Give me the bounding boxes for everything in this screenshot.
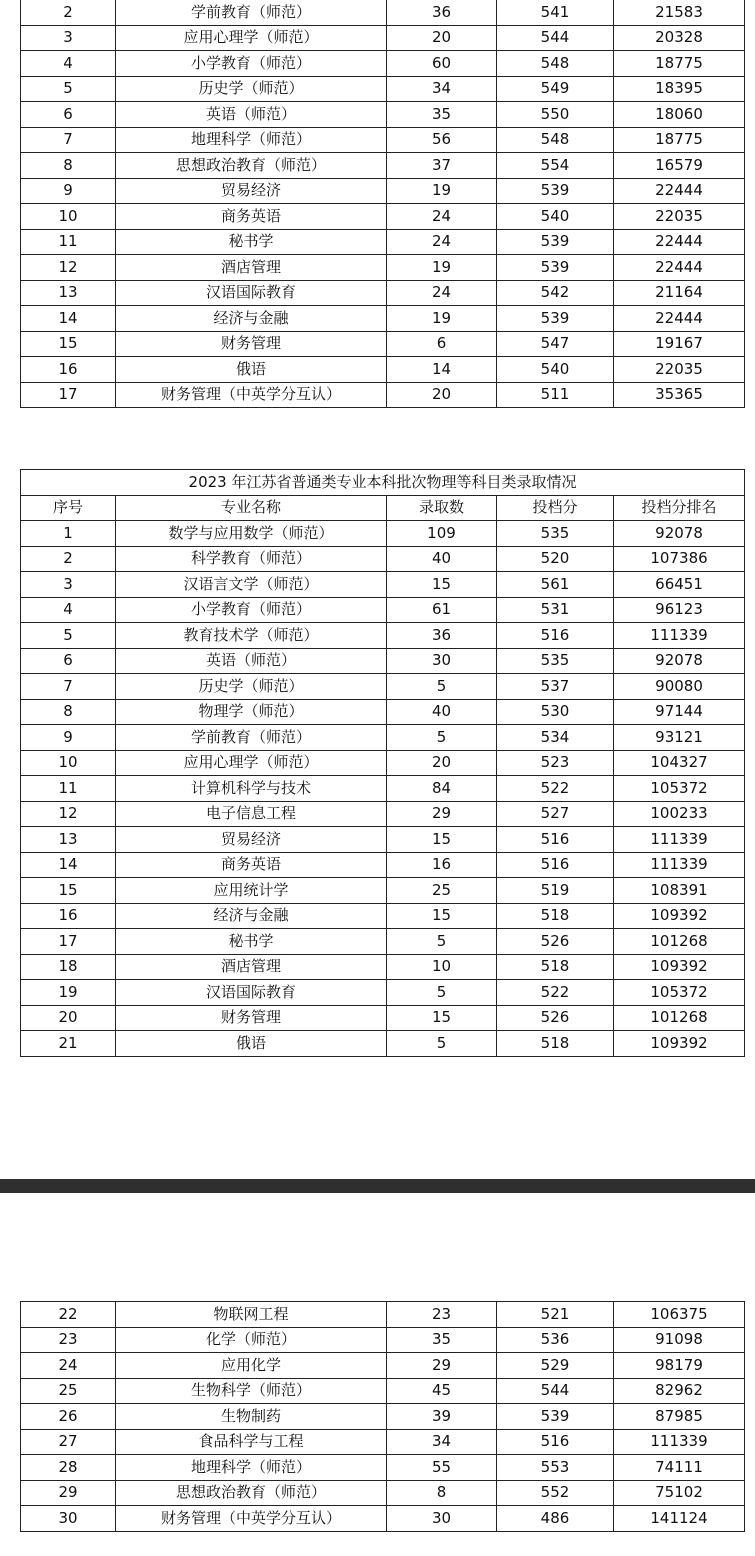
table-row xyxy=(21,229,745,255)
cell-rank: 18395 xyxy=(614,76,745,102)
cell-seq: 9 xyxy=(21,178,116,204)
cell-major: 贸易经济 xyxy=(116,827,387,853)
cell-admitted: 35 xyxy=(387,1327,497,1353)
cell-admitted: 30 xyxy=(387,1506,497,1532)
cell-admitted: 37 xyxy=(387,153,497,179)
table-row xyxy=(21,801,745,827)
cell-seq: 25 xyxy=(21,1378,116,1404)
cell-major: 俄语 xyxy=(116,357,387,383)
cell-major: 应用化学 xyxy=(116,1353,387,1379)
table-row xyxy=(21,521,745,547)
table-title: 2023 年江苏省普通类专业本科批次物理等科目类录取情况 xyxy=(21,470,745,496)
cell-seq: 3 xyxy=(21,572,116,598)
cell-major: 历史学（师范） xyxy=(116,76,387,102)
table-row xyxy=(21,725,745,751)
header-seq: 序号 xyxy=(21,495,116,521)
cell-score: 539 xyxy=(497,1404,614,1430)
cell-seq: 15 xyxy=(21,878,116,904)
table-row xyxy=(21,357,745,383)
cell-major: 物理学（师范） xyxy=(116,699,387,725)
cell-major: 经济与金融 xyxy=(116,306,387,332)
cell-major: 物联网工程 xyxy=(116,1302,387,1328)
cell-seq: 15 xyxy=(21,331,116,357)
cell-admitted: 5 xyxy=(387,929,497,955)
cell-major: 地理科学（师范） xyxy=(116,1455,387,1481)
cell-seq: 19 xyxy=(21,980,116,1006)
cell-score: 516 xyxy=(497,827,614,853)
cell-seq: 12 xyxy=(21,255,116,281)
table-row xyxy=(21,827,745,853)
cell-seq: 4 xyxy=(21,51,116,77)
cell-score: 535 xyxy=(497,521,614,547)
cell-major: 学前教育（师范） xyxy=(116,725,387,751)
cell-major: 小学教育（师范） xyxy=(116,51,387,77)
cell-score: 554 xyxy=(497,153,614,179)
cell-rank: 107386 xyxy=(614,546,745,572)
cell-admitted: 61 xyxy=(387,597,497,623)
cell-major: 生物科学（师范） xyxy=(116,1378,387,1404)
cell-admitted: 29 xyxy=(387,801,497,827)
cell-seq: 7 xyxy=(21,674,116,700)
cell-admitted: 6 xyxy=(387,331,497,357)
cell-rank: 19167 xyxy=(614,331,745,357)
cell-score: 518 xyxy=(497,954,614,980)
cell-admitted: 16 xyxy=(387,852,497,878)
cell-major: 财务管理 xyxy=(116,1005,387,1031)
table-caption-row xyxy=(21,470,745,496)
cell-rank: 111339 xyxy=(614,827,745,853)
cell-admitted: 30 xyxy=(387,648,497,674)
cell-seq: 6 xyxy=(21,102,116,128)
cell-admitted: 5 xyxy=(387,725,497,751)
cell-seq: 28 xyxy=(21,1455,116,1481)
table-row xyxy=(21,546,745,572)
cell-rank: 111339 xyxy=(614,1429,745,1455)
cell-score: 519 xyxy=(497,878,614,904)
cell-rank: 18060 xyxy=(614,102,745,128)
cell-major: 秘书学 xyxy=(116,929,387,955)
cell-admitted: 15 xyxy=(387,903,497,929)
cell-seq: 13 xyxy=(21,280,116,306)
cell-admitted: 56 xyxy=(387,127,497,153)
cell-score: 537 xyxy=(497,674,614,700)
cell-major: 汉语国际教育 xyxy=(116,280,387,306)
cell-score: 547 xyxy=(497,331,614,357)
cell-rank: 108391 xyxy=(614,878,745,904)
cell-rank: 97144 xyxy=(614,699,745,725)
cell-seq: 10 xyxy=(21,204,116,230)
cell-major: 思想政治教育（师范） xyxy=(116,1480,387,1506)
cell-seq: 17 xyxy=(21,929,116,955)
cell-score: 516 xyxy=(497,1429,614,1455)
cell-score: 522 xyxy=(497,980,614,1006)
cell-major: 秘书学 xyxy=(116,229,387,255)
cell-seq: 16 xyxy=(21,357,116,383)
cell-major: 英语（师范） xyxy=(116,648,387,674)
cell-major: 计算机科学与技术 xyxy=(116,776,387,802)
cell-rank: 101268 xyxy=(614,1005,745,1031)
cell-score: 486 xyxy=(497,1506,614,1532)
cell-seq: 2 xyxy=(21,0,116,25)
cell-major: 历史学（师范） xyxy=(116,674,387,700)
table-row xyxy=(21,331,745,357)
cell-rank: 109392 xyxy=(614,903,745,929)
table-row xyxy=(21,929,745,955)
cell-admitted: 5 xyxy=(387,1031,497,1057)
cell-major: 数学与应用数学（师范） xyxy=(116,521,387,547)
table-row xyxy=(21,674,745,700)
cell-score: 548 xyxy=(497,127,614,153)
cell-rank: 22035 xyxy=(614,357,745,383)
cell-seq: 13 xyxy=(21,827,116,853)
cell-major: 酒店管理 xyxy=(116,954,387,980)
cell-seq: 8 xyxy=(21,153,116,179)
table-row xyxy=(21,1327,745,1353)
cell-seq: 4 xyxy=(21,597,116,623)
cell-seq: 21 xyxy=(21,1031,116,1057)
cell-seq: 1 xyxy=(21,521,116,547)
cell-admitted: 20 xyxy=(387,750,497,776)
cell-admitted: 5 xyxy=(387,674,497,700)
table-row xyxy=(21,980,745,1006)
table-row xyxy=(21,76,745,102)
cell-score: 522 xyxy=(497,776,614,802)
cell-admitted: 15 xyxy=(387,1005,497,1031)
cell-score: 539 xyxy=(497,178,614,204)
cell-rank: 16579 xyxy=(614,153,745,179)
table-row xyxy=(21,0,745,25)
cell-rank: 105372 xyxy=(614,980,745,1006)
table-header-row xyxy=(21,495,745,521)
cell-score: 520 xyxy=(497,546,614,572)
table-row xyxy=(21,127,745,153)
cell-admitted: 45 xyxy=(387,1378,497,1404)
cell-admitted: 19 xyxy=(387,306,497,332)
cell-rank: 22444 xyxy=(614,178,745,204)
table-row xyxy=(21,623,745,649)
cell-admitted: 34 xyxy=(387,76,497,102)
cell-major: 生物制药 xyxy=(116,1404,387,1430)
cell-rank: 75102 xyxy=(614,1480,745,1506)
cell-score: 539 xyxy=(497,229,614,255)
admission-table-physics xyxy=(20,469,745,1057)
admission-table-continued xyxy=(20,0,745,408)
cell-rank: 90080 xyxy=(614,674,745,700)
cell-rank: 20328 xyxy=(614,25,745,51)
cell-seq: 23 xyxy=(21,1327,116,1353)
table-row xyxy=(21,1480,745,1506)
cell-rank: 141124 xyxy=(614,1506,745,1532)
cell-major: 经济与金融 xyxy=(116,903,387,929)
cell-seq: 8 xyxy=(21,699,116,725)
cell-seq: 6 xyxy=(21,648,116,674)
cell-major: 地理科学（师范） xyxy=(116,127,387,153)
cell-admitted: 29 xyxy=(387,1353,497,1379)
cell-rank: 22035 xyxy=(614,204,745,230)
table-row xyxy=(21,1031,745,1057)
cell-score: 516 xyxy=(497,623,614,649)
table-row xyxy=(21,280,745,306)
cell-score: 539 xyxy=(497,255,614,281)
cell-score: 518 xyxy=(497,903,614,929)
cell-admitted: 55 xyxy=(387,1455,497,1481)
cell-major: 商务英语 xyxy=(116,852,387,878)
cell-major: 酒店管理 xyxy=(116,255,387,281)
header-score: 投档分 xyxy=(497,495,614,521)
table-row xyxy=(21,255,745,281)
cell-rank: 92078 xyxy=(614,521,745,547)
cell-rank: 21164 xyxy=(614,280,745,306)
cell-score: 523 xyxy=(497,750,614,776)
cell-score: 544 xyxy=(497,25,614,51)
cell-major: 财务管理（中英学分互认） xyxy=(116,382,387,408)
cell-admitted: 20 xyxy=(387,382,497,408)
table-row xyxy=(21,1005,745,1031)
cell-major: 应用心理学（师范） xyxy=(116,750,387,776)
cell-seq: 11 xyxy=(21,229,116,255)
cell-seq: 2 xyxy=(21,546,116,572)
page-divider xyxy=(0,1179,755,1193)
cell-admitted: 24 xyxy=(387,229,497,255)
cell-admitted: 23 xyxy=(387,1302,497,1328)
cell-admitted: 109 xyxy=(387,521,497,547)
table-row xyxy=(21,382,745,408)
cell-major: 贸易经济 xyxy=(116,178,387,204)
cell-rank: 66451 xyxy=(614,572,745,598)
cell-admitted: 19 xyxy=(387,255,497,281)
table-row xyxy=(21,648,745,674)
cell-seq: 29 xyxy=(21,1480,116,1506)
cell-rank: 22444 xyxy=(614,229,745,255)
cell-admitted: 36 xyxy=(387,0,497,25)
cell-major: 商务英语 xyxy=(116,204,387,230)
cell-admitted: 15 xyxy=(387,827,497,853)
cell-seq: 3 xyxy=(21,25,116,51)
cell-score: 534 xyxy=(497,725,614,751)
cell-rank: 18775 xyxy=(614,127,745,153)
cell-major: 俄语 xyxy=(116,1031,387,1057)
table-row xyxy=(21,954,745,980)
cell-score: 561 xyxy=(497,572,614,598)
cell-admitted: 5 xyxy=(387,980,497,1006)
cell-seq: 5 xyxy=(21,623,116,649)
cell-rank: 82962 xyxy=(614,1378,745,1404)
cell-score: 526 xyxy=(497,929,614,955)
cell-admitted: 84 xyxy=(387,776,497,802)
cell-score: 540 xyxy=(497,204,614,230)
table-row xyxy=(21,178,745,204)
cell-seq: 18 xyxy=(21,954,116,980)
cell-seq: 20 xyxy=(21,1005,116,1031)
cell-rank: 87985 xyxy=(614,1404,745,1430)
table-row xyxy=(21,750,745,776)
cell-seq: 30 xyxy=(21,1506,116,1532)
cell-seq: 17 xyxy=(21,382,116,408)
cell-major: 教育技术学（师范） xyxy=(116,623,387,649)
cell-score: 531 xyxy=(497,597,614,623)
table-row xyxy=(21,1429,745,1455)
table-row xyxy=(21,776,745,802)
cell-major: 应用统计学 xyxy=(116,878,387,904)
cell-admitted: 15 xyxy=(387,572,497,598)
cell-seq: 5 xyxy=(21,76,116,102)
cell-rank: 35365 xyxy=(614,382,745,408)
cell-score: 526 xyxy=(497,1005,614,1031)
cell-major: 科学教育（师范） xyxy=(116,546,387,572)
cell-admitted: 35 xyxy=(387,102,497,128)
cell-major: 化学（师范） xyxy=(116,1327,387,1353)
cell-score: 516 xyxy=(497,852,614,878)
cell-admitted: 60 xyxy=(387,51,497,77)
cell-major: 食品科学与工程 xyxy=(116,1429,387,1455)
cell-score: 548 xyxy=(497,51,614,77)
cell-score: 536 xyxy=(497,1327,614,1353)
cell-score: 521 xyxy=(497,1302,614,1328)
table-row xyxy=(21,153,745,179)
cell-score: 553 xyxy=(497,1455,614,1481)
cell-admitted: 24 xyxy=(387,280,497,306)
cell-major: 电子信息工程 xyxy=(116,801,387,827)
cell-rank: 91098 xyxy=(614,1327,745,1353)
cell-seq: 14 xyxy=(21,852,116,878)
cell-major: 应用心理学（师范） xyxy=(116,25,387,51)
header-major: 专业名称 xyxy=(116,495,387,521)
cell-admitted: 36 xyxy=(387,623,497,649)
cell-rank: 106375 xyxy=(614,1302,745,1328)
cell-admitted: 34 xyxy=(387,1429,497,1455)
cell-rank: 109392 xyxy=(614,954,745,980)
table-row xyxy=(21,1353,745,1379)
cell-seq: 10 xyxy=(21,750,116,776)
table-row xyxy=(21,852,745,878)
table-row xyxy=(21,1404,745,1430)
table-row xyxy=(21,572,745,598)
table-row xyxy=(21,903,745,929)
cell-score: 518 xyxy=(497,1031,614,1057)
cell-score: 549 xyxy=(497,76,614,102)
cell-admitted: 19 xyxy=(387,178,497,204)
cell-rank: 101268 xyxy=(614,929,745,955)
table-row xyxy=(21,204,745,230)
cell-score: 550 xyxy=(497,102,614,128)
header-admitted: 录取数 xyxy=(387,495,497,521)
cell-seq: 9 xyxy=(21,725,116,751)
table-row xyxy=(21,25,745,51)
cell-score: 540 xyxy=(497,357,614,383)
cell-rank: 74111 xyxy=(614,1455,745,1481)
cell-major: 英语（师范） xyxy=(116,102,387,128)
cell-seq: 22 xyxy=(21,1302,116,1328)
cell-score: 544 xyxy=(497,1378,614,1404)
cell-major: 小学教育（师范） xyxy=(116,597,387,623)
cell-score: 552 xyxy=(497,1480,614,1506)
cell-major: 思想政治教育（师范） xyxy=(116,153,387,179)
cell-score: 542 xyxy=(497,280,614,306)
cell-score: 527 xyxy=(497,801,614,827)
cell-major: 汉语言文学（师范） xyxy=(116,572,387,598)
cell-admitted: 40 xyxy=(387,699,497,725)
table-row xyxy=(21,1455,745,1481)
cell-rank: 93121 xyxy=(614,725,745,751)
table-row xyxy=(21,51,745,77)
cell-rank: 100233 xyxy=(614,801,745,827)
cell-seq: 7 xyxy=(21,127,116,153)
table-row xyxy=(21,306,745,332)
cell-score: 535 xyxy=(497,648,614,674)
cell-admitted: 14 xyxy=(387,357,497,383)
cell-score: 541 xyxy=(497,0,614,25)
cell-major: 学前教育（师范） xyxy=(116,0,387,25)
cell-rank: 111339 xyxy=(614,623,745,649)
cell-admitted: 10 xyxy=(387,954,497,980)
cell-admitted: 40 xyxy=(387,546,497,572)
cell-seq: 27 xyxy=(21,1429,116,1455)
header-rank: 投档分排名 xyxy=(614,495,745,521)
cell-rank: 92078 xyxy=(614,648,745,674)
cell-rank: 21583 xyxy=(614,0,745,25)
table-row xyxy=(21,699,745,725)
cell-seq: 24 xyxy=(21,1353,116,1379)
cell-seq: 16 xyxy=(21,903,116,929)
cell-seq: 11 xyxy=(21,776,116,802)
cell-rank: 109392 xyxy=(614,1031,745,1057)
table-row xyxy=(21,102,745,128)
cell-major: 汉语国际教育 xyxy=(116,980,387,1006)
cell-admitted: 20 xyxy=(387,25,497,51)
cell-score: 530 xyxy=(497,699,614,725)
cell-score: 539 xyxy=(497,306,614,332)
cell-rank: 105372 xyxy=(614,776,745,802)
cell-seq: 12 xyxy=(21,801,116,827)
admission-table-physics-continued xyxy=(20,1301,745,1532)
cell-score: 529 xyxy=(497,1353,614,1379)
cell-major: 财务管理 xyxy=(116,331,387,357)
cell-admitted: 24 xyxy=(387,204,497,230)
table-row xyxy=(21,878,745,904)
cell-rank: 22444 xyxy=(614,255,745,281)
cell-seq: 14 xyxy=(21,306,116,332)
cell-score: 511 xyxy=(497,382,614,408)
cell-seq: 26 xyxy=(21,1404,116,1430)
cell-admitted: 39 xyxy=(387,1404,497,1430)
table-row xyxy=(21,597,745,623)
cell-rank: 104327 xyxy=(614,750,745,776)
cell-rank: 18775 xyxy=(614,51,745,77)
table-row xyxy=(21,1506,745,1532)
cell-admitted: 8 xyxy=(387,1480,497,1506)
table-row xyxy=(21,1302,745,1328)
cell-rank: 96123 xyxy=(614,597,745,623)
cell-rank: 98179 xyxy=(614,1353,745,1379)
cell-rank: 22444 xyxy=(614,306,745,332)
cell-admitted: 25 xyxy=(387,878,497,904)
cell-rank: 111339 xyxy=(614,852,745,878)
cell-major: 财务管理（中英学分互认） xyxy=(116,1506,387,1532)
table-row xyxy=(21,1378,745,1404)
